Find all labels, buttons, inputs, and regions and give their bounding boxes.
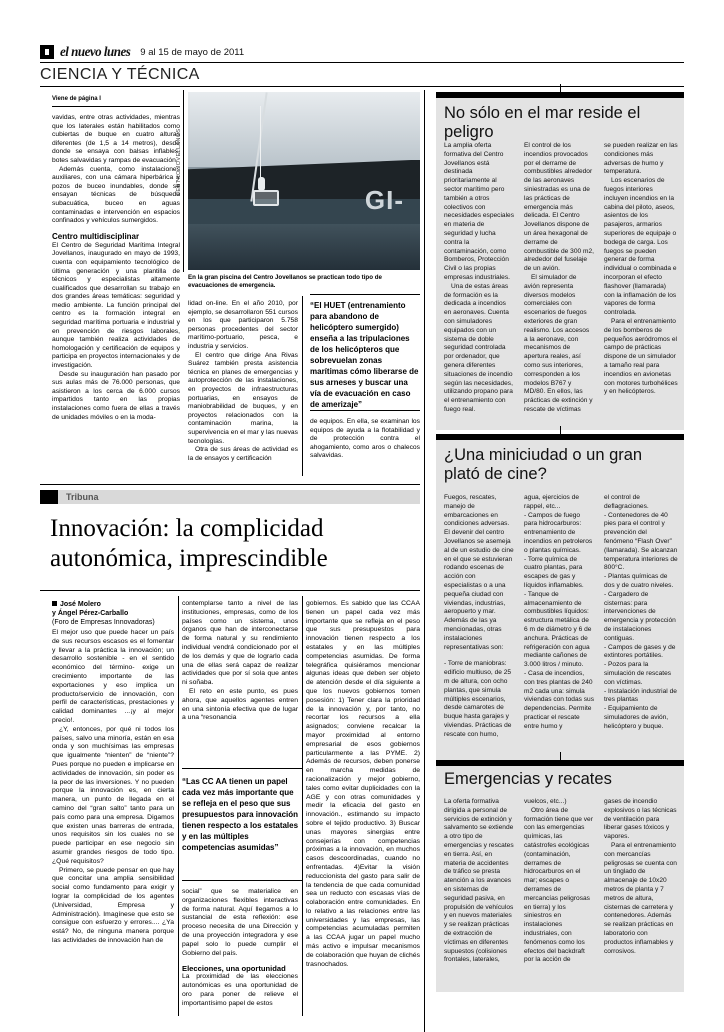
box2-c1-p1: Fuegos, rescates, manejo de embarcaciones en condiciones adversas. El devenir del centro Jovellanos se asemeja al de un estudio de cine en el que se estuvieran rodando escenas de acción con especialistas o a una pequeña ciudad con viviendas, industrias, aeropuerto y mar. Además de las ya mencionadas, otras instalaciones representativas son: bbox=[444, 494, 514, 651]
masthead-date: 9 al 15 de mayo de 2011 bbox=[140, 46, 245, 58]
tribuna-byline bbox=[52, 600, 174, 627]
box2-column-2 bbox=[524, 494, 594, 732]
box1-headline: No sólo en el mar reside el peligro bbox=[444, 104, 641, 141]
tribuna-c2-p3: social” que se materialice en organizaciones flexibles interactivas de forma natural. Aquí llegamos a lo sustancial de esta reflexión: ese proceso necesita de una Dirección y de una proyección integradora y ese papel solo lo puede cumplir el Gobierno del país. bbox=[182, 888, 298, 957]
box2-c3-p1: el control de deflagraciones. bbox=[604, 494, 649, 510]
box2-c3-p8: - Equipamiento de simuladores de avión, helicóptero y buque. bbox=[604, 705, 669, 730]
tribuna-column-2-bottom bbox=[182, 888, 298, 1009]
photo-pool-rescue bbox=[188, 92, 420, 270]
tribuna-c2-p1: contemplarse tanto a nivel de las instituciones, empresas, como de los países como un sistema, unos órganos que han de interconectarse de forma natural y su rendimiento individual vendrá condicionado por el de los demás y que de lograrlo cada una de ellas será capaz de realizar actividades que por sí sola que antes ni soñaba. bbox=[182, 600, 298, 687]
news-c1-p3: El Centro de Seguridad Marítima Integral Jovellanos, inaugurado en mayo de 1993, cuenta con equipamiento tecnológico de última generación y una plantilla de técnicos y especialistas altamente cualificados que desarrollan su trabajo en dos grandes áreas temáticas: seguridad y medio ambiente. La función principal del centro es la formación integral en seguridad marítima portuaria e industrial y en prevención de riesgos laborales, aunque también realiza actividades de homologación y certificación de equipos y participa en proyectos internacionales y de investigación. bbox=[52, 241, 180, 370]
box2-tick bbox=[560, 426, 561, 436]
tribuna-tag-label: Tribuna bbox=[66, 492, 99, 502]
column-divider-main bbox=[424, 90, 425, 1032]
box3-headline: Emergencias y recates bbox=[444, 770, 612, 788]
news-c1-p2: Además cuenta, como instalaciones auxiliares, con una cámara hiperbárica y pozos de buceo inundables, donde se ensayan técnicas de búsqueda subacuática, buceo en aguas contaminadas e intervención en espacios confinados y vehículos sumergidos. bbox=[52, 165, 180, 225]
photo-person bbox=[258, 177, 265, 191]
tribuna-c2-subhead: Elecciones, una oportunidad bbox=[182, 964, 286, 974]
pullquote-rule-bottom bbox=[310, 410, 420, 411]
pullquote-rule-top bbox=[310, 294, 420, 295]
section-title: CIENCIA Y TÉCNICA bbox=[40, 66, 200, 83]
tribuna-c2-p4: La proximidad de las elecciones autonómicas es una oportunidad de oro para poner de relieve el importantísimo papel de estos bbox=[182, 973, 298, 1007]
photo-overlay-text: GI- bbox=[364, 184, 404, 215]
tribuna-c1-p2: ¿Y, entonces, por qué ni todos los países, salvo una minoría, están en esa onda y son muchísimas las empresas que igualmente “nienten” de “niente”? Pues porque no pueden e implicarse en actividades de innovación, sin poder es la peor de las inversiones. Y no pueden porque la innovación es, en cierta manera, un punto de llegada en el camino del “gran salto” tanto para un país como para una empresa. Digamos que existen unas barreras de entrada, unos requisitos sin los cuales no se puede participar en ese negocio sin asumir grandes riesgos de todo tipo. ¿Qué requisitos? bbox=[52, 725, 174, 865]
box2-c3-p6: - Pozos para la simulación de rescates con víctimas. bbox=[604, 661, 672, 686]
masthead bbox=[40, 44, 684, 60]
box1-c1-p1: La amplia oferta formativa del Centro Jovellanos está destinada prioritariamente al sector marítimo pero también a otros colectivos con necesidades especiales en materia de seguridad y lucha contra la contaminación, como Bomberos, Protección Civil o las propias empresas industriales. bbox=[444, 142, 515, 281]
masthead-logo: el nuevo lunes bbox=[60, 43, 131, 60]
box1-tick bbox=[560, 84, 561, 94]
photo-sky bbox=[188, 92, 420, 167]
tribuna-column-3 bbox=[306, 600, 420, 969]
byline-square-icon bbox=[52, 601, 57, 606]
tribuna-org: (Foro de Empresas Innovadoras) bbox=[52, 619, 155, 626]
box3-c3-p1: gases de incendio explosivos o las técnicas de ventilación para liberar gases tóxicos y vapores. bbox=[604, 798, 677, 841]
box2-c3-p4: - Cargadero de cisternas: para intervenciones de emergencia y protección de instalaciones contiguas. bbox=[604, 590, 676, 642]
box3-column-3 bbox=[604, 798, 678, 956]
box2-c2-p1: agua, ejercicios de rappel, etc... bbox=[524, 494, 579, 510]
box2-c2-p3: - Torre química de cuatro plantas, para escapes de gas y líquidos inflamables. bbox=[524, 555, 584, 589]
continued-from-rule bbox=[52, 106, 180, 107]
box3-tick bbox=[560, 752, 561, 762]
photo-caption: En la gran piscina del Centro Jovellanos se practican todo tipo de evacuaciones de emergencia. bbox=[188, 274, 382, 289]
box3-c3-p2: Para el entrenamiento con mercancías peligrosas se cuenta con un tinglado de almacenaje de 10x20 metros de planta y 7 metros de altura, cisternas de carretera y contenedores. Además se realizan prácticas en laboratorio con productos inflamables y corrosivos. bbox=[604, 841, 677, 955]
news-column-3 bbox=[310, 418, 420, 461]
tribuna-column-1 bbox=[52, 600, 174, 946]
news-c1-subhead: Centro multidisciplinar bbox=[52, 231, 140, 241]
box2-c3-p5: - Campos de gases y de extintores portátiles. bbox=[604, 643, 676, 660]
tribuna-headline: Innovación: la complicidad autonómica, imprescindible bbox=[50, 515, 328, 572]
column-divider-1 bbox=[183, 90, 184, 272]
box3-column-1 bbox=[444, 798, 514, 965]
news-c2-p3: Otra de sus áreas de actividad es la de ensayos y certificación bbox=[188, 446, 298, 462]
tribuna-c2-p2: El reto en este punto, es pues ahora, que aquellos agentes entren en una sintonía efectiva que de lugar a una “resonancia bbox=[182, 687, 298, 722]
box1-c3-p3: Para el entrenamiento de los bomberos de pequeños aeródromos el campo de prácticas dispone de un simulador a tamaño real para incendios en avionetas con motores turbohélices y en helicópteros. bbox=[604, 317, 678, 396]
tribuna-square-icon bbox=[40, 490, 58, 504]
box3-c1-p1: La oferta formativa dirigida a personal de servicios de extinción y salvamento se extiende a otro tipo de emergencias y rescates en tierra. Así, en materia de accidentes de tráfico se presta atención a los avances en sistemas de seguridad pasiva, en propulsión de vehículos y en nuevos materiales y se realizan prácticas de extracción de víctimas en diferentes supuestos (colisiones frontales, laterales, bbox=[444, 798, 514, 964]
news-c2-p1: lidad on-line. En el año 2010, por ejemplo, se desarrollaron 551 cursos en los que participaron 5.758 personas procedentes del sector marítimo-portuario, pesca, e industria y servicios. bbox=[188, 300, 298, 350]
box2-c2-p4: - Tanque de almacenamiento de combustibles líquidos: estructura metálica de 6 m de diámetro y 6 de anchura. Prácticas de refrigeración con agua mediante cañones de 3.000 litros / minuto. bbox=[524, 590, 592, 669]
masthead-rule bbox=[40, 62, 684, 63]
box2-c3-p3: - Plantas químicas de dos y de cuatro niveles. bbox=[604, 573, 674, 589]
tribuna-pullquote: “Las CC AA tienen un papel cada vez más importante que se refleja en el peso que sus presupuestos para innovación tienen respecto a los estatales y en las múltiples competencias asumidas” bbox=[182, 777, 299, 852]
box1-column-3 bbox=[604, 142, 678, 397]
box2-column-3 bbox=[604, 494, 678, 732]
tribuna-c1-p1: El mejor uso que puede hacer un país de sus recursos escasos es el fomentar y llevar a la práctica la innovación; un desarrollo sostenible - en el sentido económico del término- exige un crecimiento importante de las exportaciones y eso implica un producto/servicio de innovación, con perfil de características, prestaciones y calidad dominantes ...¡y al mejor precio!. bbox=[52, 629, 174, 724]
tribuna-author-2: y Ángel Pérez-Carballo bbox=[52, 610, 129, 617]
tribuna-pullquote-rule-top bbox=[182, 768, 302, 769]
news-c2-p2: El centro que dirige Ana Rivas Suárez también presta asistencia técnica en planes de emergencias y autoprotección de las instalaciones, en proyectos de infraestructuras portuarias, en ensayos de maniobrabilidad de buques, y en proyectos relacionados con la contaminación marina, la supervivencia en el mar y las nuevas tecnologías. bbox=[188, 351, 298, 445]
photo-rescue-basket bbox=[253, 190, 279, 206]
box1-c3-p1: se pueden realizar en las condiciones más adversas de humo y temperatura. bbox=[604, 142, 678, 176]
news-c1-p4: Desde su inauguración han pasado por sus aulas más de 76.000 personas, que asistieron a los cerca de 6.000 cursos impartidos tanto en las propias instalaciones como fuera de ellas a través de unidades móviles o en la moda- bbox=[52, 370, 180, 421]
box2-column-1 bbox=[444, 494, 514, 740]
box1-c1-p2: Una de estas áreas de formación es la dedicada a incendios en aeronaves. Cuenta con simuladores equipados con un sistema de doble seguridad controlada por ordenador, que genera diferentes situaciones de incendio según las necesidades, utilizando propano para el entrenamiento con fuego real. bbox=[444, 282, 513, 413]
section-rule bbox=[40, 86, 684, 87]
photo-water bbox=[188, 224, 420, 270]
box3-c2-p1: vuelcos, etc...) bbox=[524, 798, 567, 805]
tribuna-divider-2 bbox=[302, 596, 303, 1016]
box1-c2-p2: El simulador de avión representa diversos modelos comerciales con escenarios de fuegos exteriores de gran realismo. Los accesos a la aeronave, con mecanismos de apertura reales, así como sus interiores, corresponden a los modelos B767 y MD/80. En ellos, las prácticas de extinción y rescate de víctimas bbox=[524, 273, 593, 413]
tribuna-author-1: José Molero bbox=[60, 601, 101, 608]
box1-column-1 bbox=[444, 142, 514, 415]
tribuna-divider-1 bbox=[178, 596, 179, 1016]
news-column-2 bbox=[188, 300, 298, 463]
news-c3-p1: de equipos. En ella, se examinan los equipos de ayuda a la flotabilidad y de protección contra el ahogamiento, como aros o chalecos salvavidas. bbox=[310, 418, 420, 460]
box1-c2-p1: El control de los incendios provocados por el derrame de combustibles alrededor de las aeronaves siniestradas es una de las prácticas de emergencia más delicada. El Centro Jovellanos dispone de un área hexagonal de derrame de combustible de 300 m2, alrededor del fuselaje de un avión. bbox=[524, 142, 595, 273]
box2-c2-p2: - Campos de fuego para hidrocarburos: entrenamiento de incendios en petroleros o plantas químicas. bbox=[524, 511, 593, 554]
tribuna-column-2-top bbox=[182, 600, 298, 723]
news-c1-p1: vavidas, entre otras actividades, mientras que los laterales están habilitados como cubiertas de buque en cuatro alturas diferentes (de 1,5 a 14 metros), desde donde se ensaya con balsas inflables, botes salvavidas y rampas de evacuación. bbox=[52, 114, 180, 164]
tribuna-tag bbox=[40, 490, 420, 504]
tribuna-pullquote-rule-bottom bbox=[182, 880, 302, 881]
box2-c3-p2: - Contenedores de 40 pies para el control y prevención del fenómeno “Flash Over” (llamarada). Se alcanzan temperatura interiores de 800°C. bbox=[604, 511, 678, 572]
box1-column-2 bbox=[524, 142, 594, 415]
tribuna-top-rule bbox=[40, 484, 420, 485]
continued-from-label: Viene de página I bbox=[52, 96, 101, 102]
tribuna-rule-below-headline bbox=[40, 590, 420, 591]
box3-c2-p2: Otro área de formación tiene que ver con las emergencias químicas, las catástrofes ecológicas (contaminación, derrames de hidrocarburos en el mar; escapes o derrames de mercancías peligrosas en tierra) y los siniestros en instalaciones industriales, con fenómenos como los efectos del backdraft por la acción de bbox=[524, 806, 593, 964]
box2-headline: ¿Una miniciudad o un gran plató de cine? bbox=[444, 446, 643, 483]
tribuna-c1-p3: Primero, se puede pensar en que hay que concitar una amplia sensibilidad social como fundamento para exigir y lograr la complicidad de los agentes (Universidad, Empresa y Administración). Imagínese que esto se consigue con esfuerzo y errores.... ¿Ya está? No, de ninguna manera porque las actividades de innovación han de bbox=[52, 866, 174, 944]
news-column-1 bbox=[52, 114, 180, 422]
box2-c2-p5: - Casa de incendios, con tres plantas de 240 m2 cada una: simula viviendas con todas sus dependencias. Permite practicar el rescate entre humo y bbox=[524, 669, 595, 730]
box2-c3-p7: - Instalación industrial de tres plantas bbox=[604, 687, 677, 704]
photo-credit: CENTRO JOVELLANOS bbox=[176, 128, 182, 196]
masthead-square-icon bbox=[40, 45, 54, 59]
box1-c3-p2: Los escenarios de fuegos interiores incluyen incendios en la cabina del piloto, aseos, asientos de los pasajeros, armarios superiores de equipaje o bodega de carga. Los fuegos se pueden generar de forma individual o combinada e incorporan el efecto flashover (llamarada) con la inflamación de los vapores de forma controlada. bbox=[604, 177, 677, 317]
box2-c1-p2: - Torre de maniobras: edificio multiuso, de 25 m de altura, con ocho plantas, que simula múltiples escenarios, desde camarotes de buque hasta garajes y viviendas. Prácticas de rescate con humo, bbox=[444, 660, 512, 738]
column-divider-2 bbox=[302, 296, 303, 476]
tribuna-c3-p1: gobiernos. Es sabido que las CCAA tienen un papel cada vez más importante que se refleja en el peso que sus presupuestos para innovación tienen respecto a los estatales y en las múltiples competencias asumidas. De forma telegráfica quisiéramos mencionar algunas ideas que deben ser objeto de atención desde el día siguiente a que los nuevos gobiernos tomen posesión: 1) Tener clara la prioridad de la innovación y, por tanto, no recortar los recursos a ella asignados; conviene recalcar la mayor proximidad al entorno empresarial de esos gobiernos particularmente a las PYME. 2) Además de recursos, deben ponerse en marcha medidas de racionalización y mejor gobierno, tales como evitar duplicidades con la AGE y con otras comunidades y medir la eficacia del gasto en innovación., estimando su impacto sobre el tejido productivo. 3) Buscar unas mayores sinergias entre consejerías con competencias próximas a la innovación, en muchos casos descoordinadas, cuando no enfrentadas. 4)Evitar la visión reduccionista del gasto para salir de la tendencia de que cada comunidad sea un reducto con escasas vías de colaboración entre comunidades. En lo relativo a las relaciones entre las universidades y las empresas, las competencias acumuladas permiten a las CCAA jugar un papel mucho más activo e impulsar mecanismos de colaboración que huyan de clichés trasnochados. bbox=[306, 600, 420, 968]
news-pullquote: “El HUET (entrenamiento para abandono de helicóptero sumergido) enseña a las tripulaciones de los helicópteros que sobrevuelan zonas marítimas cómo liberarse de sus arneses y buscar una vía de evacuación en caso de amerizaje” bbox=[310, 301, 419, 409]
box3-column-2 bbox=[524, 798, 594, 965]
